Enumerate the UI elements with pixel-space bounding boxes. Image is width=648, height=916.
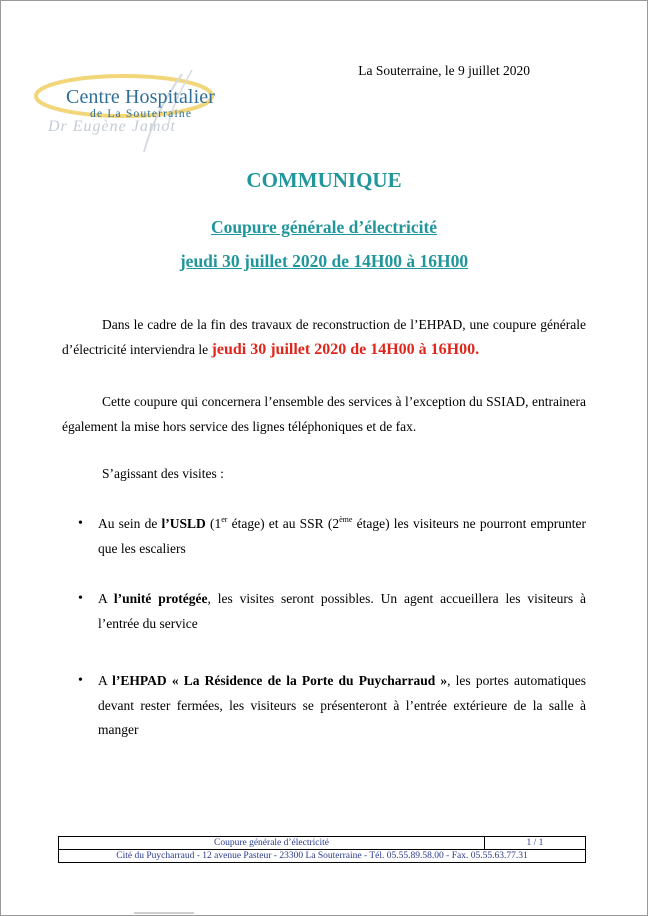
hospital-logo	[32, 66, 232, 156]
footer-title: Coupure générale d’électricité	[59, 837, 485, 850]
intro-text: Dans le cadre de la fin des travaux de reconstruction de l’EHPAD, une coupure générale d’électricité interviendra le	[62, 317, 586, 357]
document-subtitle: Coupure générale d’électricité	[210, 217, 438, 237]
bullet-icon: •	[78, 591, 83, 606]
bullet-text: A	[98, 591, 114, 606]
scope-text: Cette coupure qui concernera l’ensemble des services à l’exception du SSIAD, entrainera également la mise hors service des lignes téléphoniques et de fax.	[62, 394, 586, 434]
list-item	[78, 669, 586, 743]
bullet-bold-text: l’USLD	[161, 516, 206, 531]
document-date-subtitle: jeudi 30 juillet 2020 de 14H00 à 16H00	[179, 251, 469, 271]
bullet-text: , les visites seront possibles. Un agent accueillera les visiteurs à l’entrée du service	[98, 591, 586, 631]
paragraph-intro	[62, 313, 586, 362]
bullet-text: étage) les visiteurs ne pourront emprunter que les escaliers	[98, 516, 586, 556]
bullet-bold-text: l’unité protégée	[113, 591, 208, 606]
footer-page-number: 1 / 1	[485, 837, 586, 850]
footer-address: Cité du Puycharraud - 12 avenue Pasteur - 23300 La Souterraine - Tél. 05.55.89.58.00 - Fax. 05.55.63.77.31	[59, 850, 586, 863]
visits-text: S’agissant des visites :	[102, 466, 224, 481]
bullet-bold-text: l’EHPAD « La Résidence de la Porte du Puycharraud »	[112, 673, 448, 688]
paragraph-visits	[62, 462, 586, 487]
logo-title: Centre Hospitalier	[66, 86, 215, 108]
date-line: La Souterraine, le 9 juillet 2020	[358, 63, 530, 78]
list-item	[78, 512, 586, 561]
bullet-icon: •	[78, 516, 83, 531]
list-item	[78, 587, 586, 636]
page-footer	[58, 836, 586, 863]
logo-subtitle: de La Souterraine	[90, 108, 193, 120]
bullet-text: , les portes automatiques devant rester fermées, les visiteurs se présenteront à l’entrée extérieure de la salle à manger	[98, 673, 586, 737]
logo-signature: Dr Eugène Jamot	[48, 118, 176, 135]
bullet-superscript: ème	[339, 515, 353, 524]
bullet-text: Au sein de	[98, 516, 162, 531]
highlighted-date: jeudi 30 juillet 2020 de 14H00 à 16H00.	[211, 340, 480, 358]
bullet-text: (1	[205, 516, 222, 531]
document-title: COMMUNIQUE	[246, 168, 402, 192]
bullet-text: A	[98, 673, 113, 688]
bullet-superscript: er	[221, 515, 228, 524]
scroll-indicator	[134, 912, 194, 914]
bullet-text: étage) et au SSR (2	[227, 516, 340, 531]
paragraph-scope	[62, 390, 586, 439]
bullet-icon: •	[78, 673, 83, 688]
